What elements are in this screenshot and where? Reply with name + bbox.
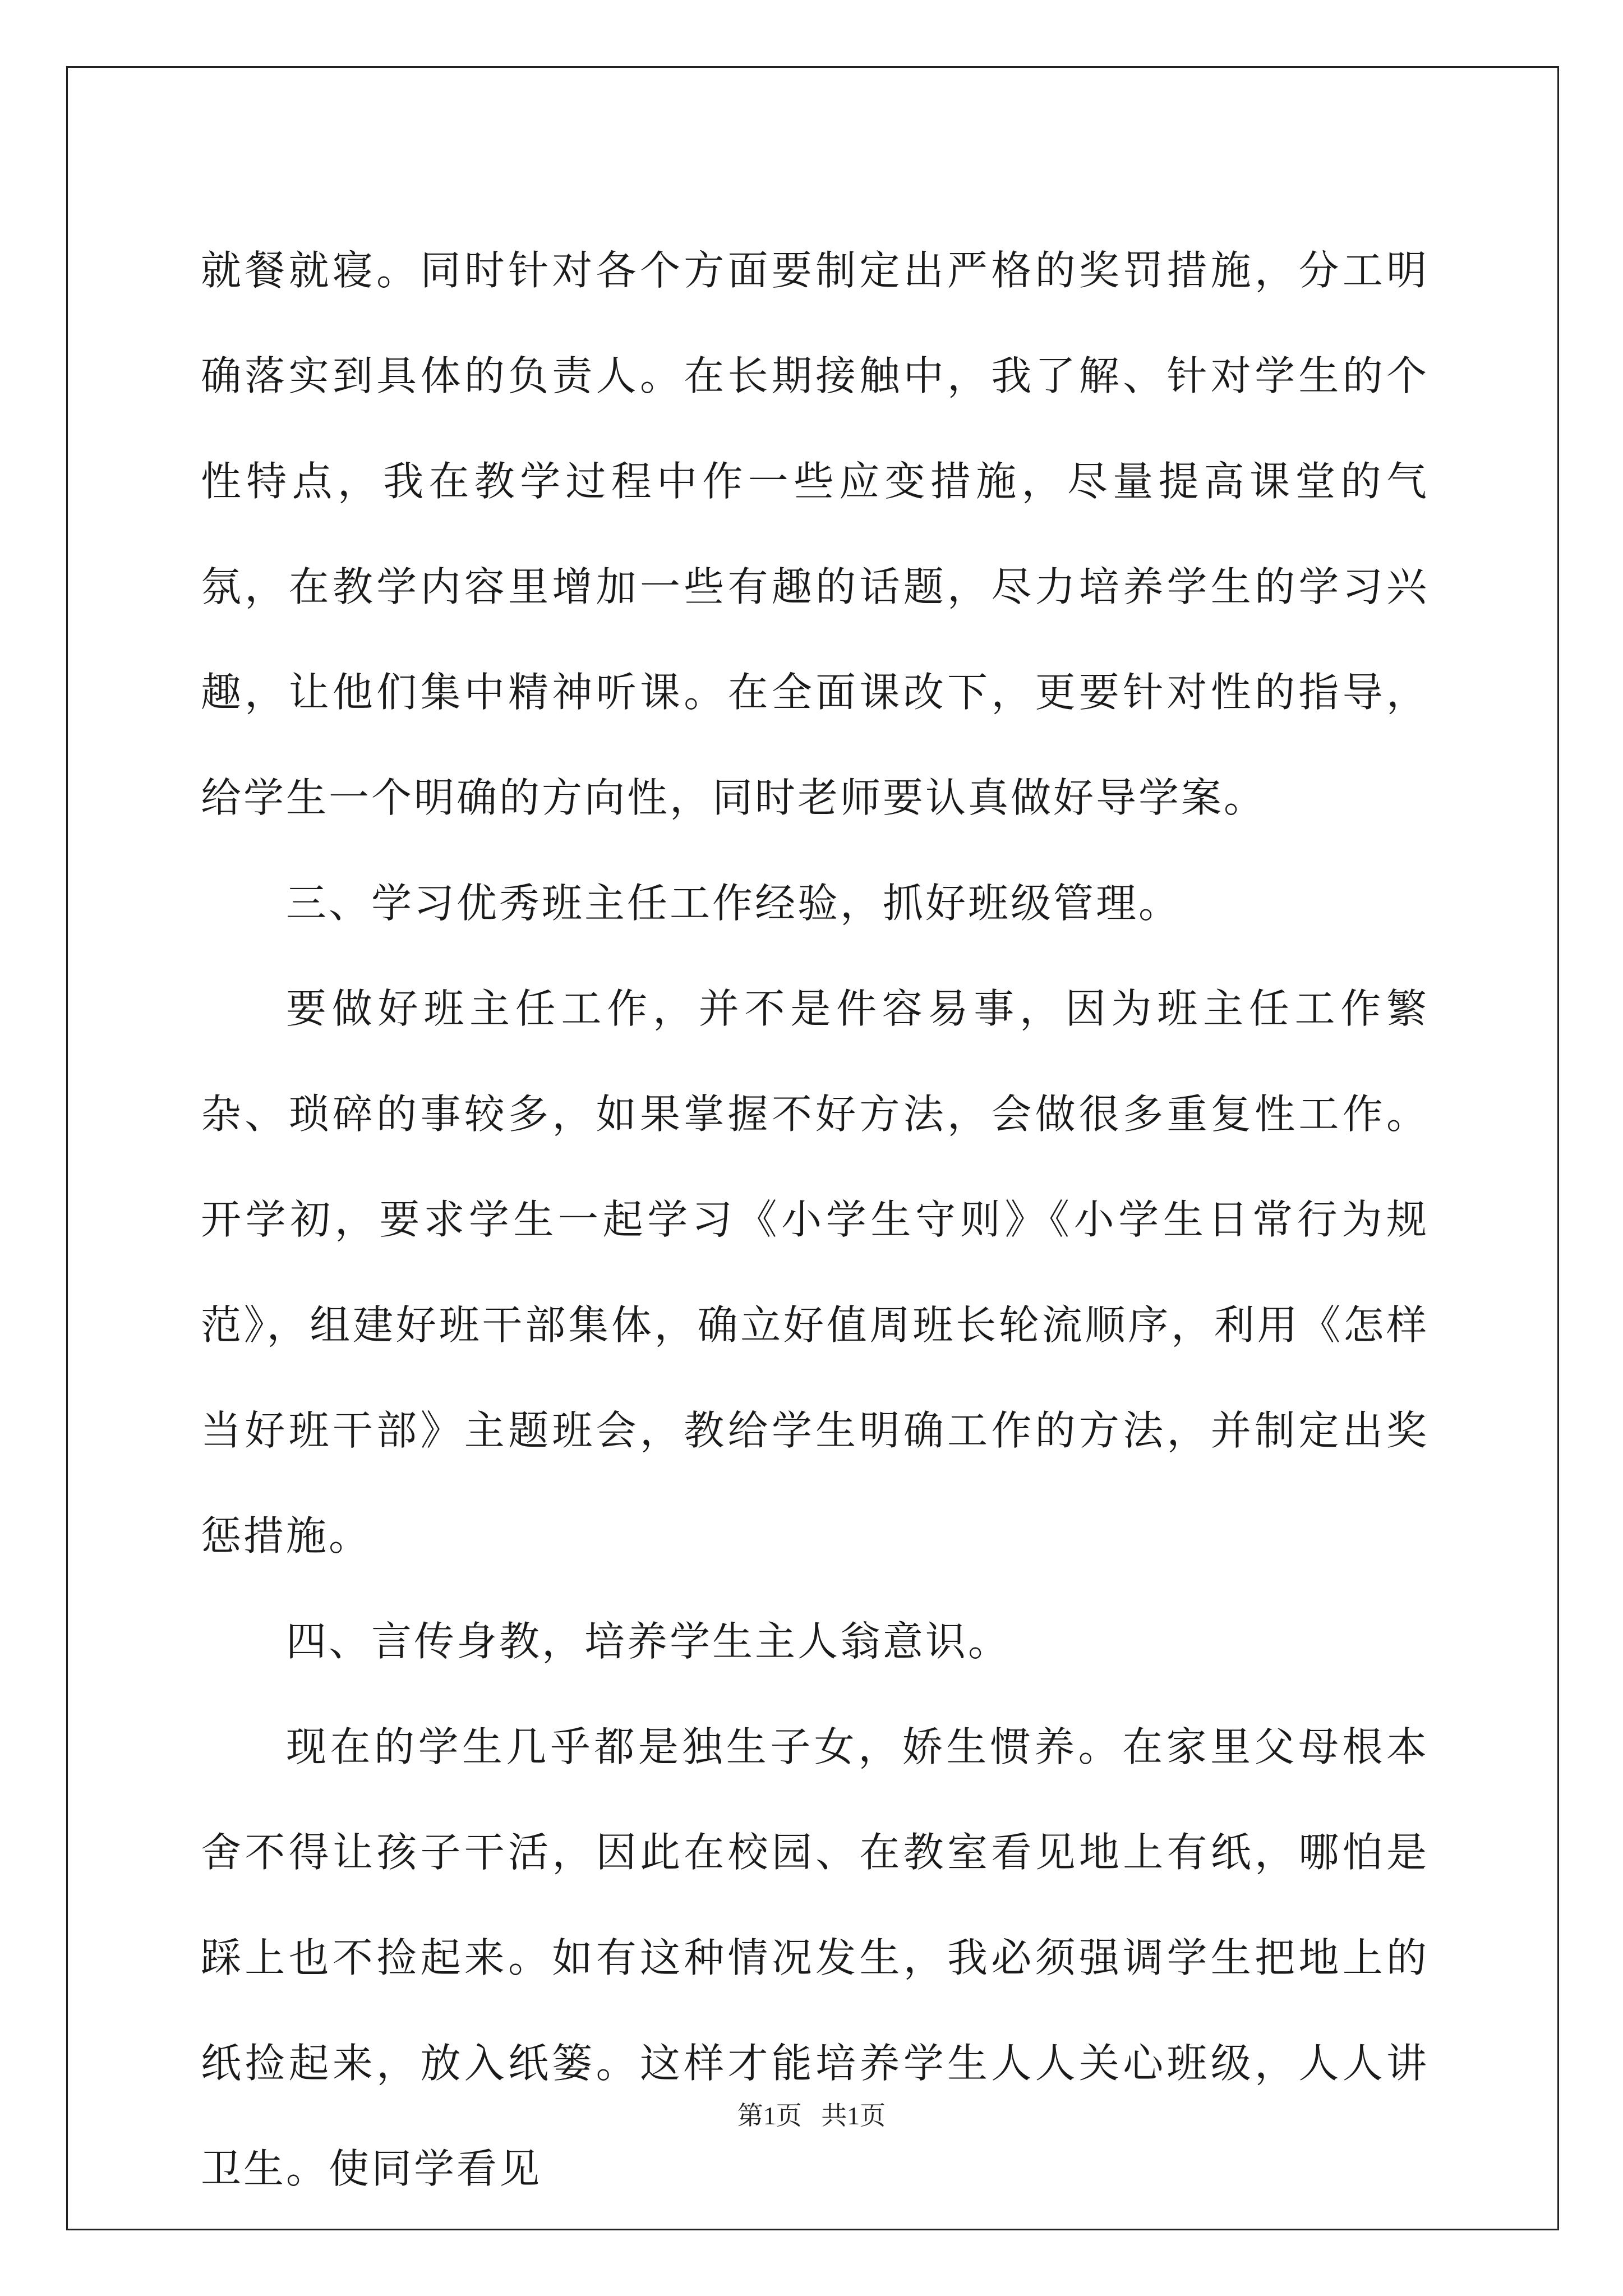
paragraph-heading-3: 三、学习优秀班主任工作经验，抓好班级管理。 — [286, 880, 1182, 927]
paragraph-3: 现在的学生几乎都是独生子女，娇生惯养。在家里父母根本舍不得让孩子干活，因此在校园、在教室看见地上有纸，哪怕是踩上也不捡起来。如有这种情况发生，我必须强调学生把地上的纸捡起来，放入纸篓。这样才能培养学生人人关心班级，人人讲卫生。使同学看见 — [201, 1723, 1429, 2192]
paragraph-1: 就餐就寝。同时针对各个方面要制定出严格的奖罚措施，分工明确落实到具体的负责人。在长期接触中，我了解、针对学生的个性特点，我在教学过程中作一些应变措施，尽量提高课堂的气氛，在教学内容里增加一些有趣的话题，尽力培养学生的学习兴趣，让他们集中精神听课。在全面课改下，更要针对性的指导，给学生一个明确的方向性，同时老师要认真做好导学案。 — [201, 247, 1429, 821]
page-footer: 第1页 共1页 — [737, 2101, 886, 2130]
paragraph-2: 要做好班主任工作，并不是件容易事，因为班主任工作繁杂、琐碎的事较多，如果掌握不好方法，会做很多重复性工作。开学初，要求学生一起学习《小学生守则》《小学生日常行为规范》，组建好班干部集体，确立好值周班长轮流顺序，利用《怎样当好班干部》主题班会，教给学生明确工作的方法，并制定出奖惩措施。 — [201, 985, 1429, 1559]
paragraph-heading-4: 四、言传身教，培养学生主人翁意识。 — [286, 1618, 1011, 1665]
document-body — [201, 218, 1429, 2221]
